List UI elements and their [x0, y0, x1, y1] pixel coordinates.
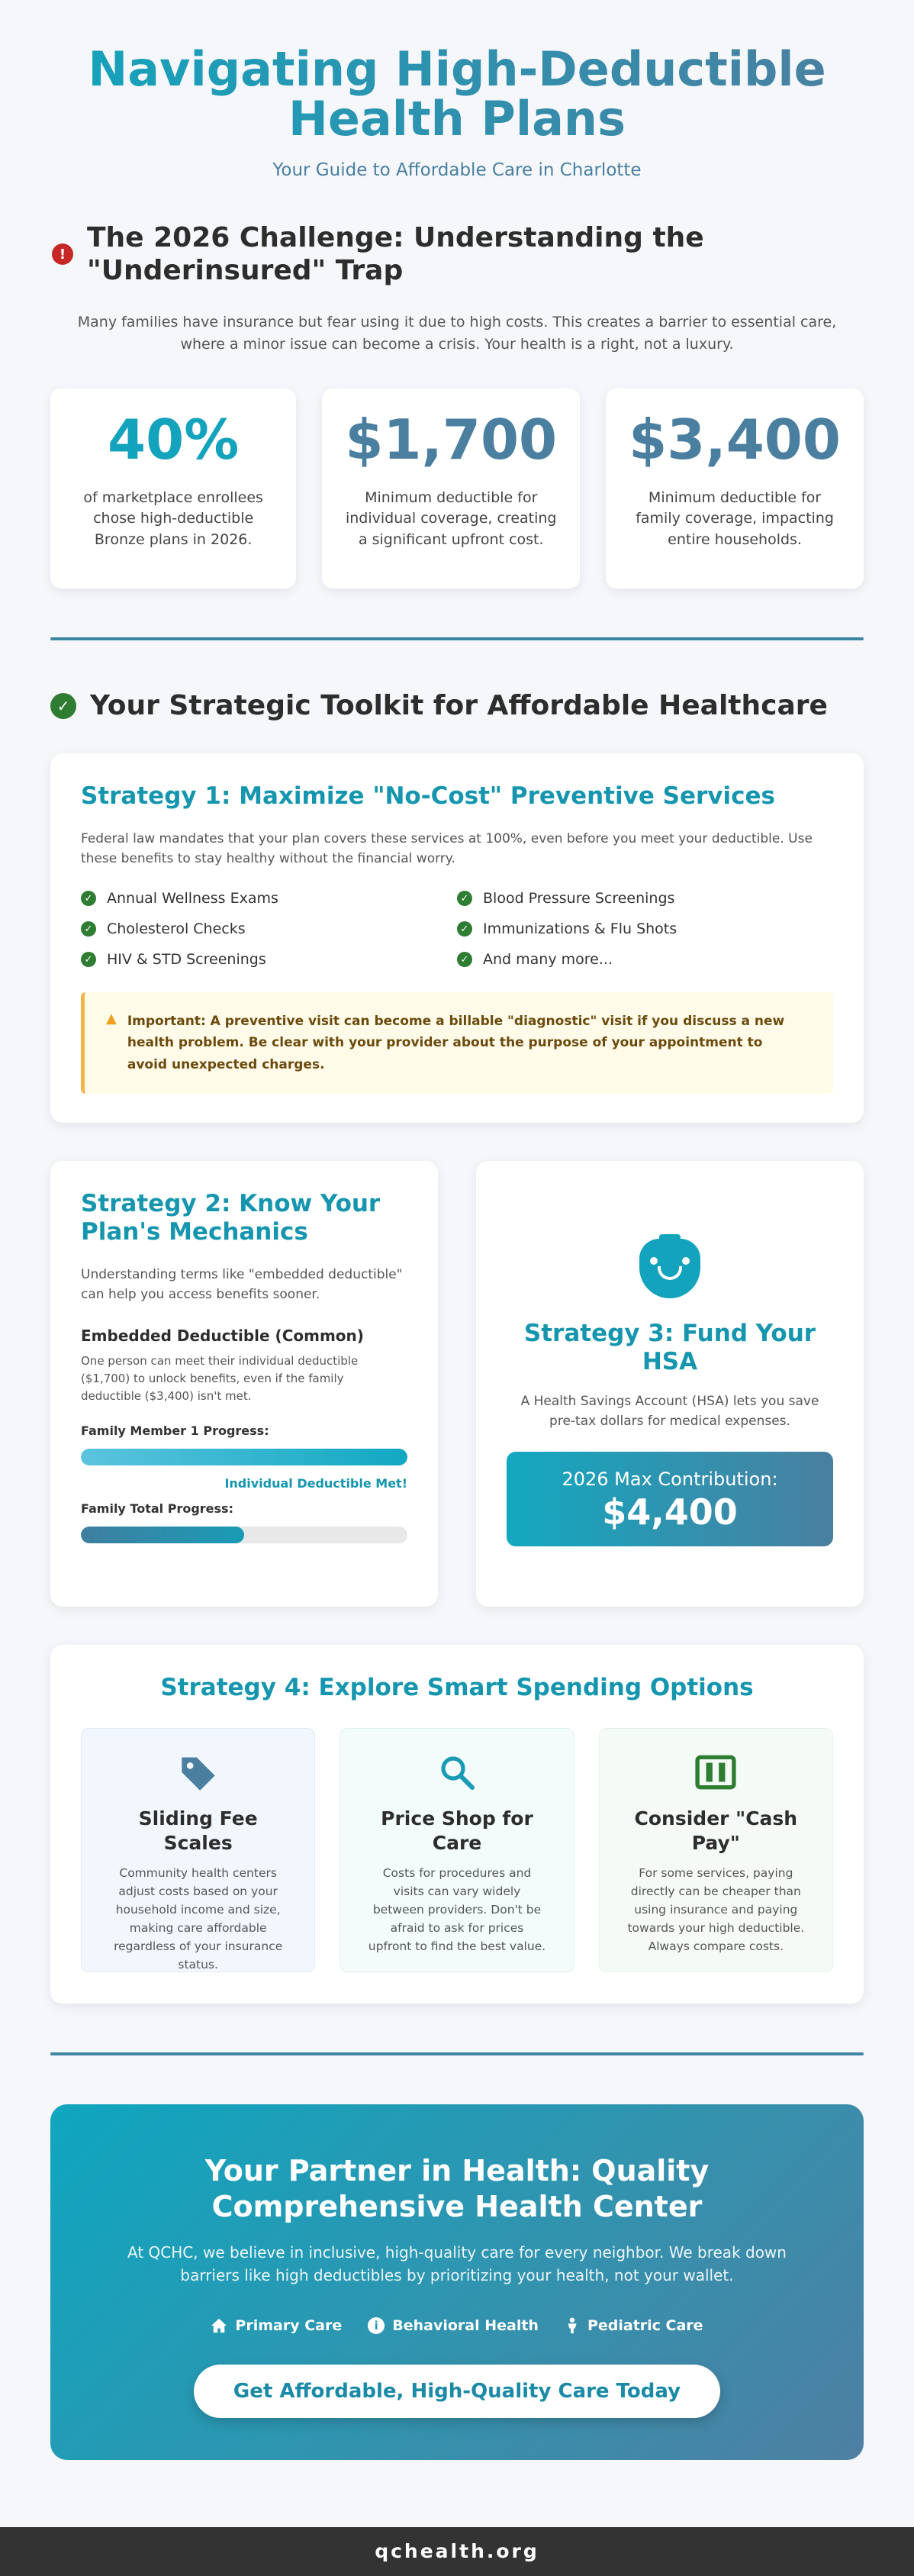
stat-card-enrollees	[50, 388, 296, 588]
list-item: ✓ And many more...	[457, 951, 833, 968]
search-icon	[368, 1752, 546, 1793]
strategy-2-title: Strategy 2: Know Your Plan's Mechanics	[81, 1189, 381, 1246]
stat-card-family-deductible	[606, 388, 864, 588]
list-item: ✓ Immunizations & Flu Shots	[457, 920, 833, 937]
strategy-1-title: Strategy 1: Maximize "No-Cost" Preventive Services	[81, 782, 775, 810]
stat-desc: Minimum deductible for family coverage, impacting entire households.	[636, 488, 834, 548]
member-progress-fill	[81, 1449, 407, 1465]
footer-site-link[interactable]: qchealth.org	[375, 2540, 539, 2562]
member-progress-bar	[81, 1449, 407, 1465]
member-progress-label: Family Member 1 Progress:	[81, 1423, 269, 1439]
warning-icon: ▲	[106, 1011, 117, 1027]
family-progress-label: Family Total Progress:	[81, 1501, 233, 1517]
section-divider	[50, 2052, 864, 2055]
list-item: ✓ Cholesterol Checks	[81, 920, 457, 937]
check-icon: ✓	[457, 891, 472, 906]
strategy-3-title: Strategy 3: Fund Your HSA	[523, 1319, 816, 1375]
family-progress-bar	[81, 1527, 407, 1543]
challenge-intro: Many families have insurance but fear using it due to high costs. This creates a barrier to essential care, where a minor issue can become a crisis. Your health is a right, not a luxury.	[77, 314, 837, 353]
check-circle-icon: ✓	[50, 693, 76, 719]
stat-value: 40%	[107, 408, 240, 472]
member-progress-status: Individual Deductible Met!	[224, 1476, 407, 1491]
page-subtitle: Your Guide to Affordable Care in Charlotte	[272, 160, 642, 181]
embedded-deductible-detail: One person can meet their individual deductible ($1,700) to unlock benefits, even if the family deductible ($3,400) isn't met.	[81, 1353, 359, 1404]
preventive-list	[81, 890, 833, 968]
option-text: Community health centers adjust costs based on your household income and size, making care affordable regardless of your insurance status.	[114, 1865, 283, 1971]
warning-text: Important: A preventive visit can become a billable "diagnostic" visit if you discuss a new health problem. Be clear with your provider about the purpose of your appointment to avoid unexpected charges.	[127, 1014, 785, 1072]
list-item: ✓ Annual Wellness Exams	[81, 890, 457, 907]
badge-pediatric-care: Pediatric Care	[565, 2317, 703, 2334]
max-contribution-box	[507, 1452, 833, 1547]
strategy-4-card	[50, 1645, 864, 2004]
option-cash-pay	[599, 1728, 833, 1972]
embedded-deductible-heading: Embedded Deductible (Common)	[81, 1326, 364, 1345]
cta-section	[50, 2104, 864, 2460]
check-icon: ✓	[81, 921, 96, 937]
piggy-bank-icon	[639, 1234, 700, 1298]
stat-desc: of marketplace enrollees chose high-deductible Bronze plans in 2026.	[83, 488, 263, 548]
option-price-shop	[340, 1728, 574, 1972]
service-badges	[50, 2317, 864, 2334]
info-icon: i	[368, 2317, 385, 2334]
tag-icon	[109, 1752, 287, 1793]
strategy-3-card	[476, 1161, 864, 1607]
warning-callout	[81, 992, 833, 1093]
strategy-4-title: Strategy 4: Explore Smart Spending Options	[160, 1673, 754, 1701]
strategy-2-card	[50, 1161, 438, 1607]
alert-icon: !	[52, 243, 73, 265]
toolkit-title: Your Strategic Toolkit for Affordable Healthcare	[90, 690, 828, 722]
cta-text: At QCHC, we believe in inclusive, high-quality care for every neighbor. We break down barriers like high deductibles by prioritizing your health, not your wallet.	[127, 2242, 787, 2284]
columns-icon	[627, 1752, 805, 1793]
page-title: Navigating High-Deductible Health Plans	[50, 44, 864, 143]
check-icon: ✓	[457, 952, 472, 967]
home-icon	[211, 2318, 227, 2333]
option-text: For some services, paying directly can be cheaper than using insurance and paying towards your high deductible. Always compare costs.	[627, 1865, 805, 1953]
contribution-label: 2026 Max Contribution:	[562, 1468, 778, 1490]
page-footer	[0, 2527, 914, 2576]
strategy-3-text: A Health Savings Account (HSA) lets you save pre-tax dollars for medical expenses.	[520, 1393, 819, 1430]
list-item: ✓ HIV & STD Screenings	[81, 951, 457, 968]
option-title: Price Shop for Care	[381, 1807, 533, 1855]
contribution-value: $4,400	[602, 1491, 738, 1533]
stat-card-individual-deductible	[322, 388, 580, 588]
cta-title: Your Partner in Health: Quality Comprehensive Health Center	[204, 2153, 710, 2224]
strategy-2-text: Understanding terms like "embedded deductible" can help you access benefits sooner.	[81, 1266, 403, 1303]
stat-desc: Minimum deductible for individual coverage, creating a significant upfront cost.	[345, 488, 557, 548]
check-icon: ✓	[81, 952, 96, 967]
child-icon	[565, 2317, 580, 2334]
stat-value: $3,400	[629, 408, 841, 472]
option-text: Costs for procedures and visits can vary widely between providers. Don't be afraid to ask for prices upfront to find the best value.	[368, 1865, 546, 1953]
challenge-section	[50, 183, 864, 588]
option-title: Consider "Cash Pay"	[634, 1807, 798, 1855]
option-sliding-fee	[81, 1728, 315, 1972]
list-item: ✓ Blood Pressure Screenings	[457, 890, 833, 907]
challenge-title: The 2026 Challenge: Understanding the "Underinsured" Trap	[87, 222, 704, 287]
toolkit-section	[50, 640, 864, 2003]
option-title: Sliding Fee Scales	[138, 1807, 258, 1855]
badge-primary-care: Primary Care	[211, 2317, 342, 2334]
strategy-1-card	[50, 753, 864, 1123]
stat-value: $1,700	[345, 408, 558, 472]
get-care-button[interactable]: Get Affordable, High-Quality Care Today	[194, 2365, 720, 2418]
check-icon: ✓	[81, 891, 96, 906]
family-progress-fill	[81, 1527, 244, 1543]
check-icon: ✓	[457, 921, 472, 937]
badge-behavioral-health: i Behavioral Health	[368, 2317, 539, 2334]
stats-row	[50, 388, 864, 588]
strategy-1-text: Federal law mandates that your plan covers these services at 100%, even before you meet your deductible. Use these benefits to stay healthy without the financial worry.	[81, 830, 813, 867]
page-header	[50, 0, 864, 183]
